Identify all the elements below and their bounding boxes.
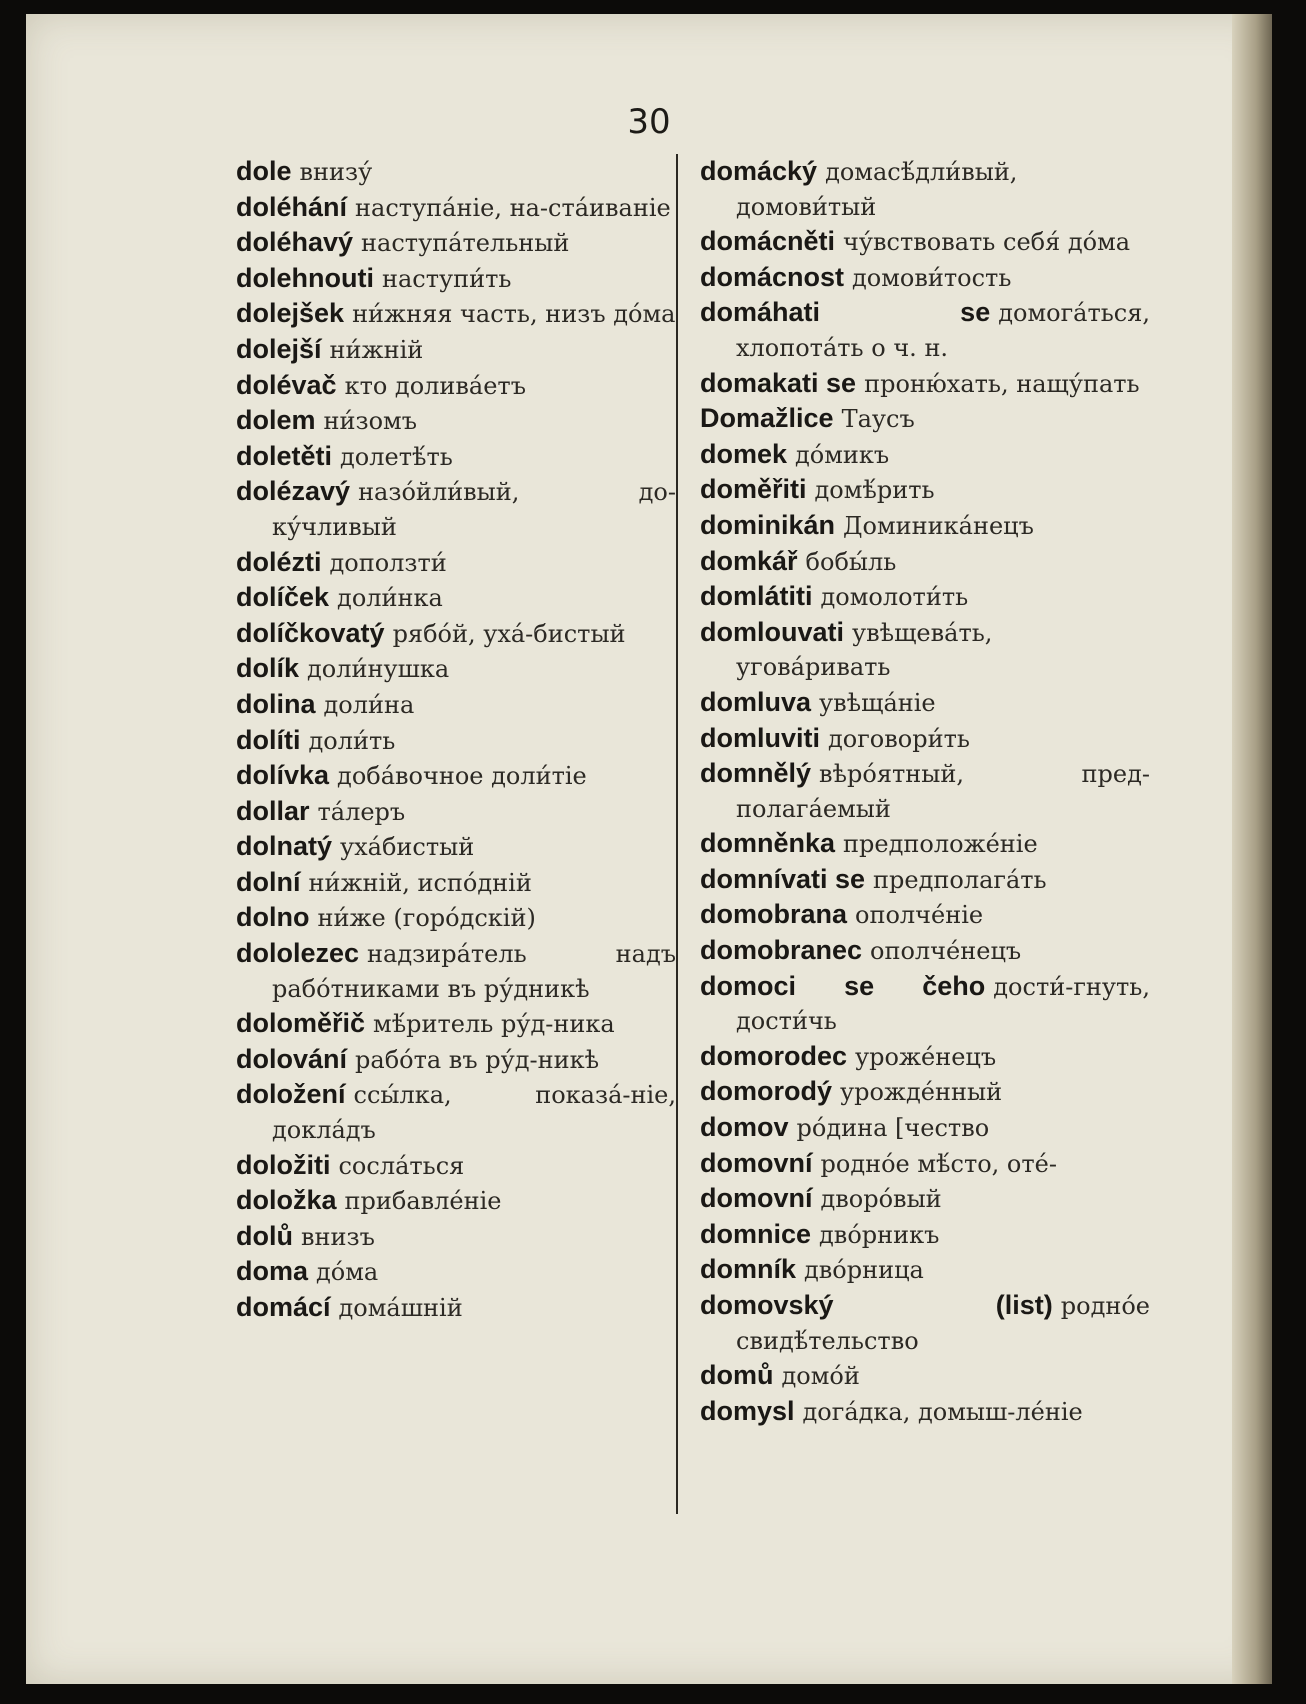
dictionary-entry <box>236 651 676 687</box>
dictionary-entry <box>700 615 1150 685</box>
entry-headword: domácněti <box>700 226 836 257</box>
entry-headword: dolézti <box>236 546 322 577</box>
dictionary-entry <box>236 723 676 759</box>
dictionary-entry <box>236 403 676 439</box>
entry-headword: dollar <box>236 795 310 826</box>
entry-translation: домо́й <box>781 1362 860 1391</box>
dictionary-entry <box>700 1358 1150 1394</box>
entry-headword: dolování <box>236 1043 348 1074</box>
page-number: 30 <box>627 102 671 142</box>
dictionary-entry <box>236 1077 676 1147</box>
entry-translation: прибавле́ніе <box>344 1187 502 1216</box>
entry-translation: кто долива́етъ <box>344 371 526 400</box>
dictionary-entry <box>700 756 1150 826</box>
dictionary-entry <box>700 472 1150 508</box>
entry-headword: domlátiti <box>700 581 813 612</box>
entry-headword: domnice <box>700 1218 812 1249</box>
dictionary-entry <box>700 1394 1150 1430</box>
entry-headword: dole <box>236 156 292 186</box>
entry-headword: domovský (list) <box>700 1290 1053 1320</box>
entry-headword: dolíček <box>236 582 330 613</box>
entry-translation: ополче́ніе <box>855 901 984 930</box>
entry-translation: Доминика́нецъ <box>843 511 1034 540</box>
entry-headword: domácí <box>236 1292 331 1322</box>
entry-translation: бобы́ль <box>805 547 897 576</box>
entry-translation: ополче́нецъ <box>870 937 1022 966</box>
entry-translation: домолоти́ть <box>820 583 969 612</box>
dictionary-entry <box>700 969 1150 1039</box>
dictionary-entry <box>236 1042 676 1078</box>
entry-translation: внизу́ <box>299 158 373 186</box>
entry-headword: doletěti <box>236 440 333 471</box>
dictionary-entry <box>700 1217 1150 1253</box>
entry-translation: родно́е свидѣ́тельство <box>736 1292 1150 1355</box>
entry-headword: dolina <box>236 688 316 719</box>
dictionary-entry <box>700 721 1150 757</box>
entry-headword: dolejšek <box>236 298 345 329</box>
entry-translation: домога́ться, хлопота́ть о ч. н. <box>736 299 1150 362</box>
dictionary-entry <box>700 224 1150 260</box>
dictionary-entry <box>236 616 676 652</box>
entry-translation: доползти́ <box>329 548 447 577</box>
dictionary-entry <box>236 190 676 226</box>
entry-translation: договори́ть <box>828 724 970 753</box>
dictionary-entry <box>236 545 676 581</box>
entry-headword: dolíčkovatý <box>236 617 385 648</box>
dictionary-entry <box>236 1148 676 1184</box>
entry-headword: domnělý <box>700 758 812 789</box>
entry-headword: dolíti <box>236 724 301 755</box>
entry-headword: domobrana <box>700 899 848 930</box>
book-spine-shadow <box>1232 14 1272 1684</box>
entry-headword: domácký <box>700 156 818 186</box>
dictionary-entry <box>236 1006 676 1042</box>
dictionary-entry <box>236 1219 676 1255</box>
entry-translation: ни́зомъ <box>323 407 417 436</box>
dictionary-entry <box>236 865 676 901</box>
dictionary-entry <box>700 685 1150 721</box>
entry-translation: проню́хать, нащу́пать <box>864 369 1140 398</box>
right-column <box>676 154 1150 1514</box>
entry-translation: внизъ <box>300 1222 375 1251</box>
entry-headword: dolnatý <box>236 831 333 862</box>
dictionary-entry <box>700 154 1150 224</box>
entry-translation: чу́вствовать себя́ до́ма <box>843 228 1131 257</box>
dictionary-entry <box>700 295 1150 365</box>
entry-headword: domovní <box>700 1147 813 1178</box>
dictionary-entry <box>700 1039 1150 1075</box>
entry-headword: domakati se <box>700 367 857 398</box>
entry-translation: дво́рникъ <box>819 1220 940 1249</box>
dictionary-entry <box>700 826 1150 862</box>
entry-translation: до́ма <box>316 1258 379 1287</box>
dictionary-entry <box>700 401 1150 437</box>
entry-translation: домасѣ́дли́вый, домови́тый <box>736 158 1018 221</box>
entry-translation: ро́дина [чество <box>796 1114 990 1143</box>
dictionary-entry <box>700 1288 1150 1358</box>
entry-headword: domluva <box>700 686 812 717</box>
entry-translation: доба́вочное доли́тіе <box>337 762 587 791</box>
entry-headword: doma <box>236 1256 309 1287</box>
left-column <box>236 154 676 1326</box>
entry-headword: domov <box>700 1112 789 1143</box>
dictionary-entry <box>700 544 1150 580</box>
entry-translation: увѣща́ніе <box>819 688 936 717</box>
entry-translation: предположе́ніе <box>843 830 1038 859</box>
entry-headword: dolejší <box>236 333 322 364</box>
dictionary-entry <box>700 1181 1150 1217</box>
entry-headword: doloměřič <box>236 1008 366 1039</box>
dictionary-entry <box>236 580 676 616</box>
dictionary-entry <box>700 897 1150 933</box>
entry-headword: dolehnouti <box>236 262 374 293</box>
dictionary-entry <box>236 225 676 261</box>
dictionary-entry <box>700 1146 1150 1182</box>
entry-translation: дво́рница <box>804 1256 924 1285</box>
dictionary-entry <box>236 758 676 794</box>
entry-translation: вѣро́ятный, пред-полага́емый <box>736 760 1150 823</box>
entry-headword: domník <box>700 1254 797 1285</box>
entry-translation: ссы́лка, показа́-ніе, докла́дъ <box>272 1081 676 1145</box>
entry-translation: назо́йли́вый, до-ку́чливый <box>272 478 676 541</box>
entry-headword: domorodý <box>700 1076 832 1107</box>
dictionary-entry <box>236 794 676 830</box>
entry-translation: ни́жній, испо́дній <box>308 868 532 897</box>
dictionary-entry <box>236 332 676 368</box>
dictionary-entry <box>236 154 676 190</box>
dictionary-entry <box>236 474 676 544</box>
entry-headword: domnívati se <box>700 863 866 894</box>
entry-headword: dominikán <box>700 509 836 540</box>
entry-translation: домѣ́рить <box>814 476 935 505</box>
entry-headword: domácnost <box>700 261 845 292</box>
dictionary-entry <box>236 261 676 297</box>
dictionary-entry <box>700 933 1150 969</box>
entry-translation: доли́нка <box>337 584 443 613</box>
dictionary-entry <box>700 366 1150 402</box>
dictionary-entry <box>236 687 676 723</box>
dictionary-entry <box>700 508 1150 544</box>
entry-translation: доли́на <box>323 690 415 719</box>
entry-headword: Domažlice <box>700 403 834 434</box>
entry-translation: дома́шній <box>338 1294 463 1322</box>
entry-translation: ни́жняя часть, низъ до́ма <box>352 300 676 329</box>
entry-translation: рябо́й, уха́-бистый <box>392 619 626 648</box>
entry-headword: domů <box>700 1360 774 1391</box>
entry-translation: ни́же (горо́дскій) <box>317 904 536 933</box>
entry-translation: уроже́нецъ <box>855 1042 997 1071</box>
entry-translation: дога́дка, домыш-ле́ніе <box>802 1397 1083 1426</box>
entry-headword: dolézavý <box>236 476 351 507</box>
entry-headword: domoci se čeho <box>700 970 986 1001</box>
dictionary-entry <box>700 260 1150 296</box>
entry-translation: дости́-гнуть, дости́чь <box>736 972 1150 1036</box>
entry-translation: увѣщева́ть, угова́ривать <box>736 618 993 682</box>
entry-headword: domáhati se <box>700 297 991 328</box>
entry-translation: рабо́та въ ру́д-никѣ <box>355 1045 600 1074</box>
entry-translation: наступа́ніе, на-ста́иваніе <box>355 193 671 222</box>
entry-translation: доли́нушка <box>307 655 450 684</box>
dictionary-entry <box>700 1074 1150 1110</box>
entry-translation: дворо́вый <box>820 1185 942 1214</box>
dictionary-entry <box>236 829 676 865</box>
entry-translation: до́микъ <box>795 440 890 469</box>
entry-headword: doložení <box>236 1079 346 1110</box>
entry-translation: наступи́ть <box>381 264 512 293</box>
entry-headword: doložka <box>236 1185 337 1216</box>
dictionary-entry <box>700 579 1150 615</box>
entry-headword: domobranec <box>700 935 863 966</box>
entry-headword: doléhavý <box>236 227 354 258</box>
dictionary-entry <box>236 1254 676 1290</box>
entry-headword: dololezec <box>236 938 360 969</box>
entry-headword: domovní <box>700 1183 813 1214</box>
entry-headword: domkář <box>700 545 798 576</box>
entry-translation: предполага́ть <box>873 865 1047 894</box>
entry-translation: надзира́тель надъ рабо́тниками въ ру́дникѣ <box>272 940 676 1003</box>
dictionary-entry <box>700 1110 1150 1146</box>
entry-headword: dolní <box>236 866 301 897</box>
entry-headword: doložiti <box>236 1149 331 1180</box>
entry-translation: урожде́нный <box>840 1078 1003 1107</box>
entry-headword: domlouvati <box>700 616 845 647</box>
dictionary-entry <box>700 1252 1150 1288</box>
entry-translation: долетѣ́ть <box>340 442 453 471</box>
dictionary-entry <box>700 862 1150 898</box>
entry-headword: dolívka <box>236 760 330 791</box>
entry-headword: domorodec <box>700 1040 848 1071</box>
entry-headword: dolem <box>236 405 316 436</box>
entry-headword: dolno <box>236 902 310 933</box>
entry-translation: сосла́ться <box>338 1151 465 1180</box>
entry-headword: doléhání <box>236 191 348 222</box>
entry-translation: ни́жній <box>329 335 424 364</box>
entry-headword: dolík <box>236 653 300 684</box>
entry-headword: domněnka <box>700 828 836 859</box>
entry-translation: доли́ть <box>308 726 396 755</box>
dictionary-entry <box>236 439 676 475</box>
dictionary-entry <box>236 900 676 936</box>
entry-translation: та́леръ <box>317 797 406 826</box>
entry-translation: наступа́тельный <box>361 229 570 258</box>
entry-translation: Таусъ <box>841 405 915 434</box>
entry-headword: doměřiti <box>700 474 807 505</box>
dictionary-entry <box>236 368 676 404</box>
dictionary-entry <box>236 296 676 332</box>
entry-headword: domysl <box>700 1395 795 1426</box>
dictionary-entry <box>236 936 676 1006</box>
dictionary-entry <box>236 1183 676 1219</box>
dictionary-entry <box>700 437 1150 473</box>
entry-headword: dolévač <box>236 369 337 400</box>
entry-translation: родно́е мѣ́сто, оте́- <box>820 1149 1057 1178</box>
entry-headword: dolů <box>236 1220 293 1251</box>
entry-headword: domluviti <box>700 722 820 753</box>
entry-translation: мѣ́ритель ру́д-ника <box>373 1010 615 1039</box>
entry-headword: domek <box>700 438 788 469</box>
entry-translation: домови́тость <box>852 263 1012 292</box>
entry-translation: уха́бистый <box>340 833 475 862</box>
dictionary-entry <box>236 1290 676 1326</box>
